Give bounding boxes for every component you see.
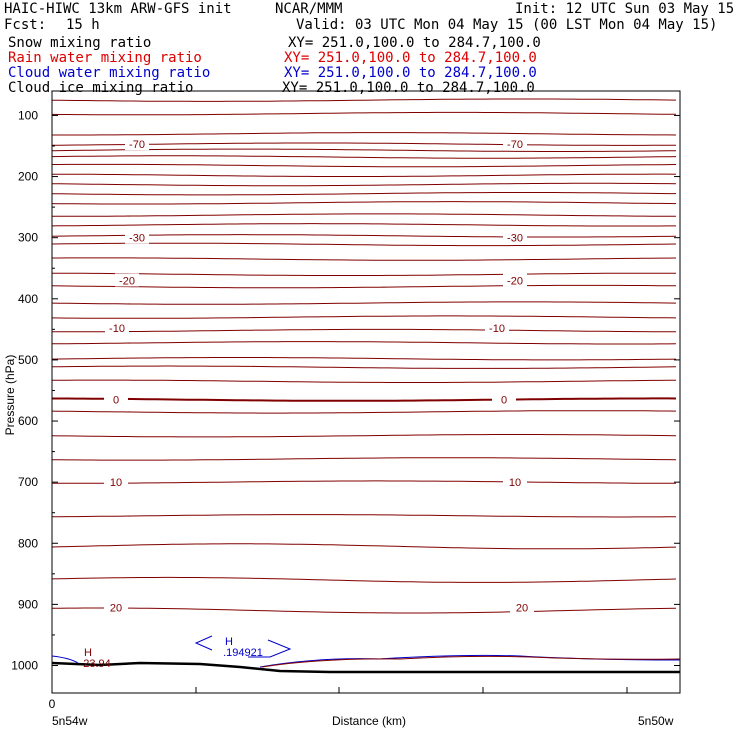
- valid-time: Valid: 03 UTC Mon 04 May 15 (00 LST Mon 04 May 15): [296, 17, 718, 33]
- isotherm-line: [52, 608, 676, 613]
- field-xy-rain: XY= 251.0,100.0 to 284.7,100.0: [284, 50, 537, 66]
- isotherm-line: [52, 273, 676, 275]
- isotherm-line: [52, 99, 676, 101]
- field-name-cloud-water: Cloud water mixing ratio: [8, 65, 211, 81]
- temperature-label: 20: [109, 602, 123, 615]
- y-tick-label: 800: [17, 536, 38, 551]
- isotherm-line: [52, 302, 676, 304]
- isotherm-line: [52, 285, 676, 287]
- isotherm-line: [52, 398, 676, 400]
- y-tick-label: 100: [17, 108, 38, 123]
- temperature-label: 10: [508, 477, 522, 490]
- temperature-label: 0: [112, 394, 120, 407]
- cloud-water-contour: [196, 636, 680, 667]
- isotherm-line: [262, 656, 680, 667]
- isotherm-line: [52, 481, 676, 483]
- field-name-cloud-ice: Cloud ice mixing ratio: [8, 80, 194, 96]
- isotherm-line: [52, 156, 676, 158]
- temperature-label: -10: [109, 323, 125, 336]
- field-name-snow: Snow mixing ratio: [8, 35, 152, 51]
- y-tick-label: 400: [17, 291, 38, 306]
- forecast-value: 15 h: [66, 17, 100, 33]
- temperature-label: -20: [119, 275, 135, 288]
- y-axis-label: Pressure (hPa): [3, 354, 17, 436]
- isotherm-line: [52, 329, 676, 331]
- terrain-line: [52, 663, 680, 672]
- plot-frame: [52, 91, 680, 693]
- cloud-water-max-value: .194921: [223, 647, 263, 659]
- x-left-label: 5n54w: [52, 714, 88, 728]
- isotherm-line: [52, 342, 676, 344]
- y-tick-label: 500: [17, 352, 38, 367]
- y-tick-label: 300: [17, 230, 38, 245]
- isotherm-line: [52, 458, 676, 460]
- isotherm-line: [52, 224, 676, 226]
- temperature-label: -70: [507, 139, 523, 152]
- org-label: NCAR/MMM: [275, 1, 343, 17]
- y-tick-label: 900: [17, 597, 38, 612]
- isotherm-line: [52, 164, 676, 166]
- x-tick-label-0: 0: [48, 697, 56, 711]
- y-tick-label: 1000: [11, 658, 38, 673]
- temperature-label: -20: [507, 275, 523, 288]
- y-tick-label: 700: [17, 475, 38, 490]
- isotherm-line: [52, 515, 676, 517]
- temperature-label: 20: [515, 602, 529, 615]
- isotherm-line: [52, 411, 676, 413]
- isotherm-line: [52, 214, 676, 216]
- forecast-label: Fcst:: [4, 17, 47, 33]
- temperature-label: 0: [500, 394, 508, 407]
- field-xy-cloud-ice: XY= 251.0,100.0 to 284.7,100.0: [282, 80, 535, 96]
- rain-max-value: 23.94: [83, 658, 111, 670]
- isotherm-line: [52, 544, 676, 549]
- rain-max-marker: H: [84, 647, 92, 659]
- temperature-label: 10: [109, 477, 123, 490]
- model-title: HAIC-HIWC 13km ARW-GFS init: [4, 1, 232, 17]
- isotherm-line: [52, 193, 676, 195]
- isotherm-line: [52, 174, 676, 176]
- isotherm-line: [52, 183, 676, 185]
- y-tick-label: 600: [17, 414, 38, 429]
- isotherm-line: [52, 358, 676, 360]
- cloud-water-max-marker: H: [225, 636, 233, 648]
- isotherm-line: [52, 133, 676, 135]
- isotherm-line: [52, 202, 676, 204]
- isotherm-line: [52, 435, 676, 437]
- field-xy-cloud-water: XY= 251.0,100.0 to 284.7,100.0: [284, 65, 537, 81]
- isotherm-line: [52, 380, 676, 382]
- field-xy-snow: XY= 251.0,100.0 to 284.7,100.0: [288, 35, 541, 51]
- isotherm-line: [52, 366, 676, 368]
- y-tick-label: 200: [17, 169, 38, 184]
- isotherm-line: [52, 112, 676, 114]
- field-name-rain: Rain water mixing ratio: [8, 50, 202, 66]
- isotherm-line: [52, 258, 676, 260]
- temperature-label: -10: [489, 323, 505, 336]
- isotherm-line: [52, 577, 676, 582]
- temperature-label: -70: [129, 139, 145, 152]
- x-right-label: 5n50w: [638, 714, 674, 728]
- temperature-label: -30: [129, 232, 145, 245]
- isotherm-line: [52, 316, 676, 318]
- x-axis-label: Distance (km): [331, 714, 407, 728]
- init-time: Init: 12 UTC Sun 03 May 15: [515, 1, 735, 17]
- temperature-label: -30: [507, 232, 523, 245]
